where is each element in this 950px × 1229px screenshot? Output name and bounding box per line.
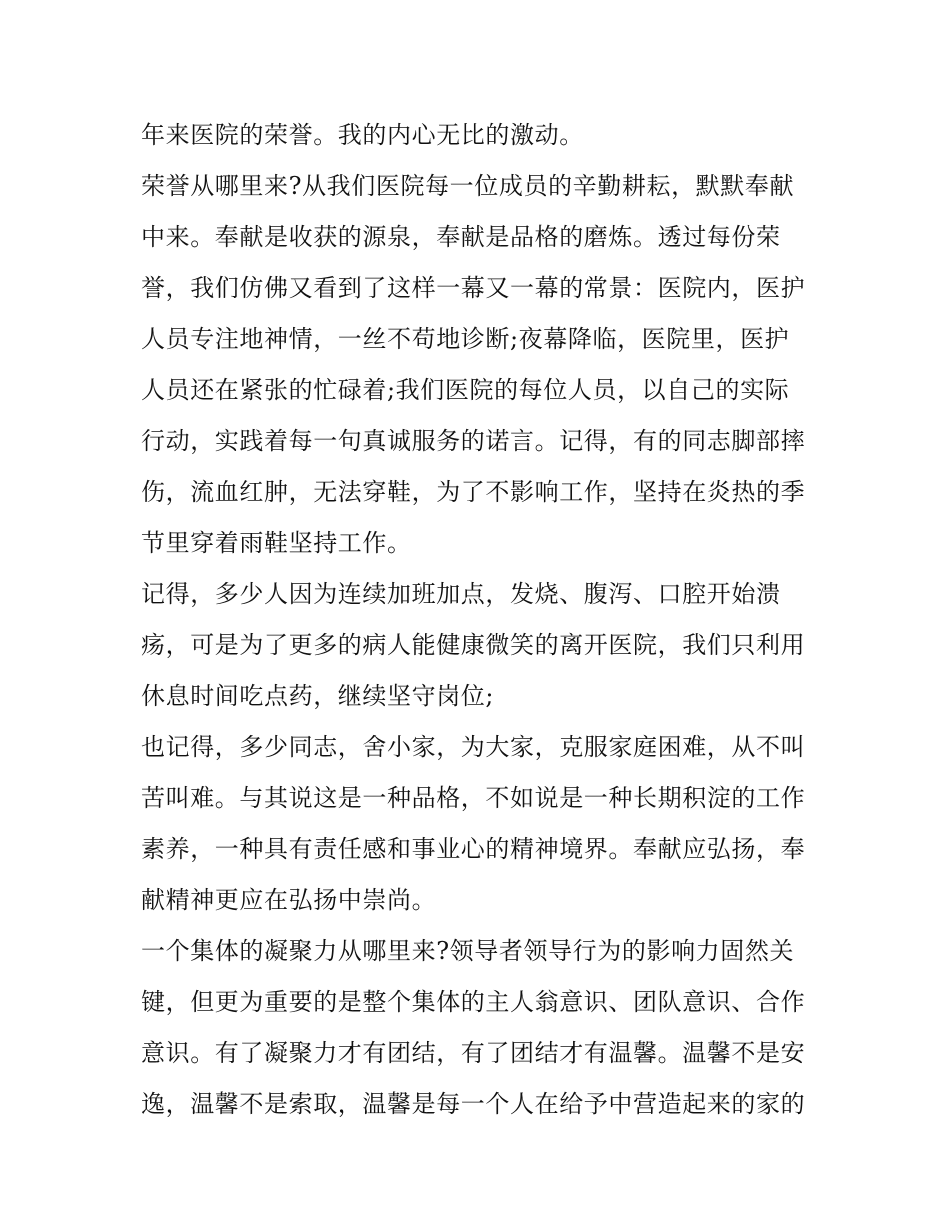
text-line: 素养，一种具有责任感和事业心的精神境界。奉献应弘扬，奉 bbox=[141, 835, 806, 863]
text-line: 荣誉从哪里来?从我们医院每一位成员的辛勤耕耘，默默奉献 bbox=[141, 172, 795, 200]
text-line: 行动，实践着每一句真诚服务的诺言。记得，有的同志脚部摔 bbox=[141, 427, 806, 455]
text-line: 休息时间吃点药，继续坚守岗位; bbox=[141, 682, 495, 710]
text-line: 苦叫难。与其说这是一种品格，不如说是一种长期积淀的工作 bbox=[141, 784, 806, 812]
text-line: 意识。有了凝聚力才有团结，有了团结才有温馨。温馨不是安 bbox=[141, 1039, 806, 1067]
text-line: 献精神更应在弘扬中崇尚。 bbox=[141, 886, 437, 914]
text-line: 一个集体的凝聚力从哪里来?领导者领导行为的影响力固然关 bbox=[141, 937, 795, 965]
text-line: 誉，我们仿佛又看到了这样一幕又一幕的常景：医院内，医护 bbox=[141, 274, 806, 302]
text-line: 也记得，多少同志，舍小家，为大家，克服家庭困难，从不叫 bbox=[141, 733, 806, 761]
document-body bbox=[141, 110, 813, 1130]
text-line: 中来。奉献是收获的源泉，奉献是品格的磨炼。透过每份荣 bbox=[141, 223, 781, 251]
text-line: 记得，多少人因为连续加班加点，发烧、腹泻、口腔开始溃 bbox=[141, 580, 781, 608]
text-line: 伤，流血红肿，无法穿鞋，为了不影响工作，坚持在炎热的季 bbox=[141, 478, 806, 506]
text-line: 节里穿着雨鞋坚持工作。 bbox=[141, 529, 412, 557]
text-line: 人员专注地神情，一丝不苟地诊断;夜幕降临，医院里，医护 bbox=[141, 325, 790, 353]
text-line: 疡，可是为了更多的病人能健康微笑的离开医院，我们只利用 bbox=[141, 631, 806, 659]
text-line: 人员还在紧张的忙碌着;我们医院的每位人员，以自己的实际 bbox=[141, 376, 790, 404]
text-line: 键，但更为重要的是整个集体的主人翁意识、团队意识、合作 bbox=[141, 988, 806, 1016]
text-line: 年来医院的荣誉。我的内心无比的激动。 bbox=[141, 121, 584, 149]
text-line: 逸，温馨不是索取，温馨是每一个人在给予中营造起来的家的 bbox=[141, 1090, 806, 1118]
